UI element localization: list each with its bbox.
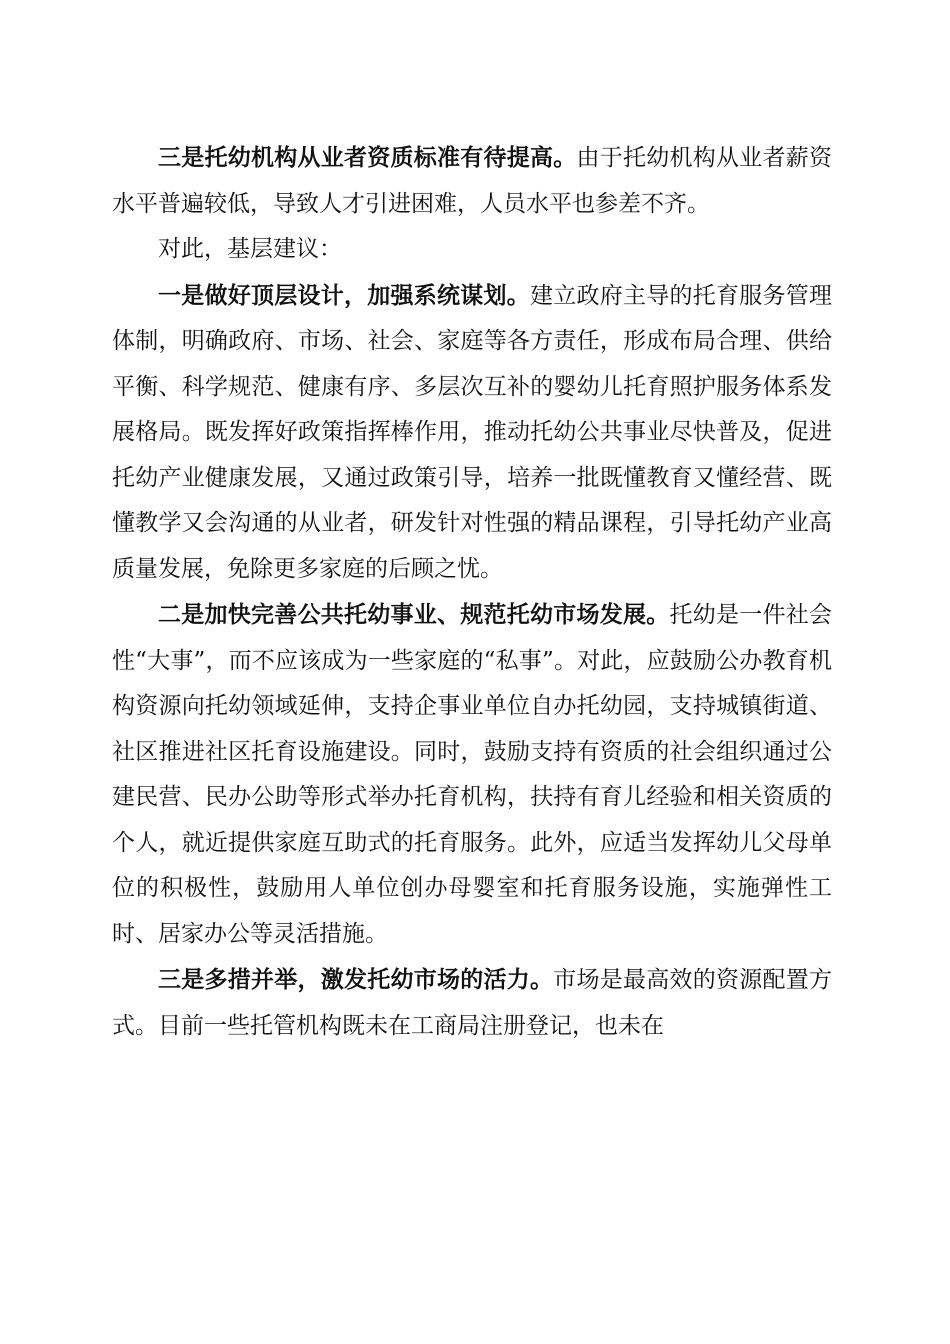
paragraph-public-childcare — [112, 592, 832, 957]
paragraph-heading: 三是多措并举，激发托幼市场的活力。 — [158, 966, 554, 993]
paragraph-text: 由于托幼机构从业者薪资水平普遍较低，导致人才引进困难，人员水平也参差不齐。 — [112, 145, 832, 217]
paragraph-heading: 三是托幼机构从业者资质标准有待提高。 — [158, 144, 577, 171]
paragraph-suggestions-intro — [112, 227, 832, 273]
paragraph-text: 对此，基层建议： — [158, 236, 342, 262]
paragraph-qualification-standards — [112, 135, 832, 227]
document-body — [112, 135, 832, 1049]
paragraph-text: 市场是最高效的资源配置方式。目前一些托管机构既未在工商局注册登记，也未在 — [112, 967, 832, 1039]
paragraph-text: 托幼是一件社会性“大事”，而不应该成为一些家庭的“私事”。对此，应鼓励公办教育机构资源向托幼领域延伸，支持企事业单位自办托幼园，支持城镇街道、社区推进社区托育设施建设。同时，鼓励支持有资质的社会组织通过公建民营、民办公助等形式举办托育机构，扶持有育儿经验和相关资质的个人，就近提供家庭互助式的托育服务。此外，应适当发挥幼儿父母单位的积极性，鼓励用人单位创办母婴室和托育服务设施，实施弹性工时、居家办公等灵活措施。 — [112, 602, 832, 947]
paragraph-market-vitality — [112, 957, 832, 1049]
paragraph-heading: 一是做好顶层设计，加强系统谋划。 — [158, 281, 530, 309]
paragraph-text: 建立政府主导的托育服务管理体制，明确政府、市场、社会、家庭等各方责任，形成布局合理、供给平衡、科学规范、健康有序、多层次互补的婴幼儿托育照护服务体系发展格局。既发挥好政策指挥棒作用，推动托幼公共事业尽快普及，促进托幼产业健康发展，又通过政策引导，培养一批既懂教育又懂经营、既懂教学又会沟通的从业者，研发针对性强的精品课程，引导托幼产业高质量发展，免除更多家庭的后顾之忧。 — [112, 282, 832, 582]
paragraph-top-level-design — [112, 273, 832, 593]
paragraph-heading: 二是加快完善公共托幼事业、规范托幼市场发展。 — [158, 601, 670, 628]
